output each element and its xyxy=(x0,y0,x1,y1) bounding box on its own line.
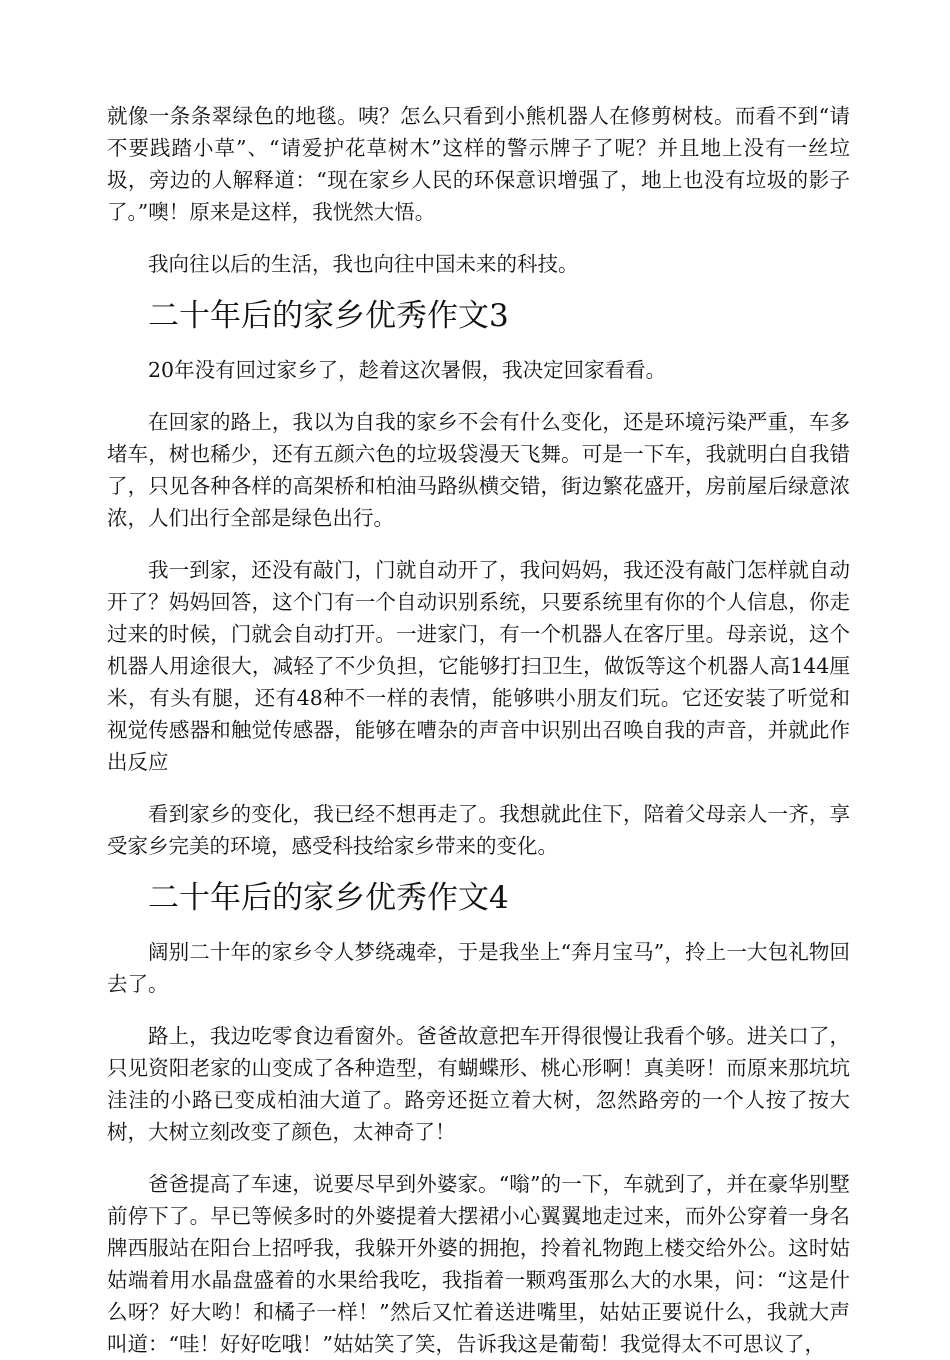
section-heading-4: 二十年后的家乡优秀作文4 xyxy=(148,880,509,916)
paragraph-9: 爸爸提高了车速，说要尽早到外婆家。“嗡”的一下，车就到了，并在豪华别墅前停下了。早已等候多时的外婆提着大摆裙小心翼翼地走过来，而外公穿着一身名牌西服站在阳台上招呼我，我躲开外婆的拥抱，拎着礼物跑上楼交给外公。这时姑姑端着用水晶盘盛着的水果给我吃，我指着一颗鸡蛋那么大的水果，问：“这是什么呀？好大哟！和橘子一样！”然后又忙着送进嘴里，姑姑正要说什么，我就大声叫道：“哇！好好吃哦！”姑姑笑了笑，告诉我这是葡萄！我觉得太不可思议了， xyxy=(107,1172,850,1356)
paragraph-5: 我一到家，还没有敲门，门就自动开了，我问妈妈，我还没有敲门怎样就自动开了？妈妈回答，这个门有一个自动识别系统，只要系统里有你的个人信息，你走过来的时候，门就会自动打开。一进家门，有一个机器人在客厅里。母亲说，这个机器人用途很大，减轻了不少负担，它能够打扫卫生，做饭等这个机器人高144厘米，有头有腿，还有48种不一样的表情，能够哄小朋友们玩。它还安装了听觉和视觉传感器和触觉传感器，能够在嘈杂的声音中识别出召唤自我的声音，并就此作出反应 xyxy=(107,558,850,774)
section-heading-3: 二十年后的家乡优秀作文3 xyxy=(148,298,509,334)
paragraph-4: 在回家的路上，我以为自我的家乡不会有什么变化，还是环境污染严重，车多堵车，树也稀少，还有五颜六色的垃圾袋漫天飞舞。可是一下车，我就明白自我错了，只见各种各样的高架桥和柏油马路纵横交错，街边繁花盛开，房前屋后绿意浓浓，人们出行全部是绿色出行。 xyxy=(107,410,850,530)
paragraph-8: 路上，我边吃零食边看窗外。爸爸故意把车开得很慢让我看个够。进关口了，只见资阳老家的山变成了各种造型，有蝴蝶形、桃心形啊！真美呀！而原来那坑坑洼洼的小路已变成柏油大道了。路旁还挺立着大树，忽然路旁的一个人按了按大树，大树立刻改变了颜色，太神奇了！ xyxy=(107,1024,850,1144)
paragraph-1: 就像一条条翠绿色的地毯。咦？怎么只看到小熊机器人在修剪树枝。而看不到“请不要践踏小草”、“请爱护花草树木”这样的警示牌子了呢？并且地上没有一丝垃圾，旁边的人解释道：“现在家乡人民的环保意识增强了，地上也没有垃圾的影子了。”噢！原来是这样，我恍然大悟。 xyxy=(107,104,850,224)
paragraph-2: 我向往以后的生活，我也向往中国未来的科技。 xyxy=(148,252,579,276)
paragraph-3: 20年没有回过家乡了，趁着这次暑假，我决定回家看看。 xyxy=(148,358,667,382)
paragraph-7: 阔别二十年的家乡令人梦绕魂牵，于是我坐上“奔月宝马”，拎上一大包礼物回去了。 xyxy=(107,940,850,996)
paragraph-6: 看到家乡的变化，我已经不想再走了。我想就此住下，陪着父母亲人一齐，享受家乡完美的环境，感受科技给家乡带来的变化。 xyxy=(107,802,850,858)
